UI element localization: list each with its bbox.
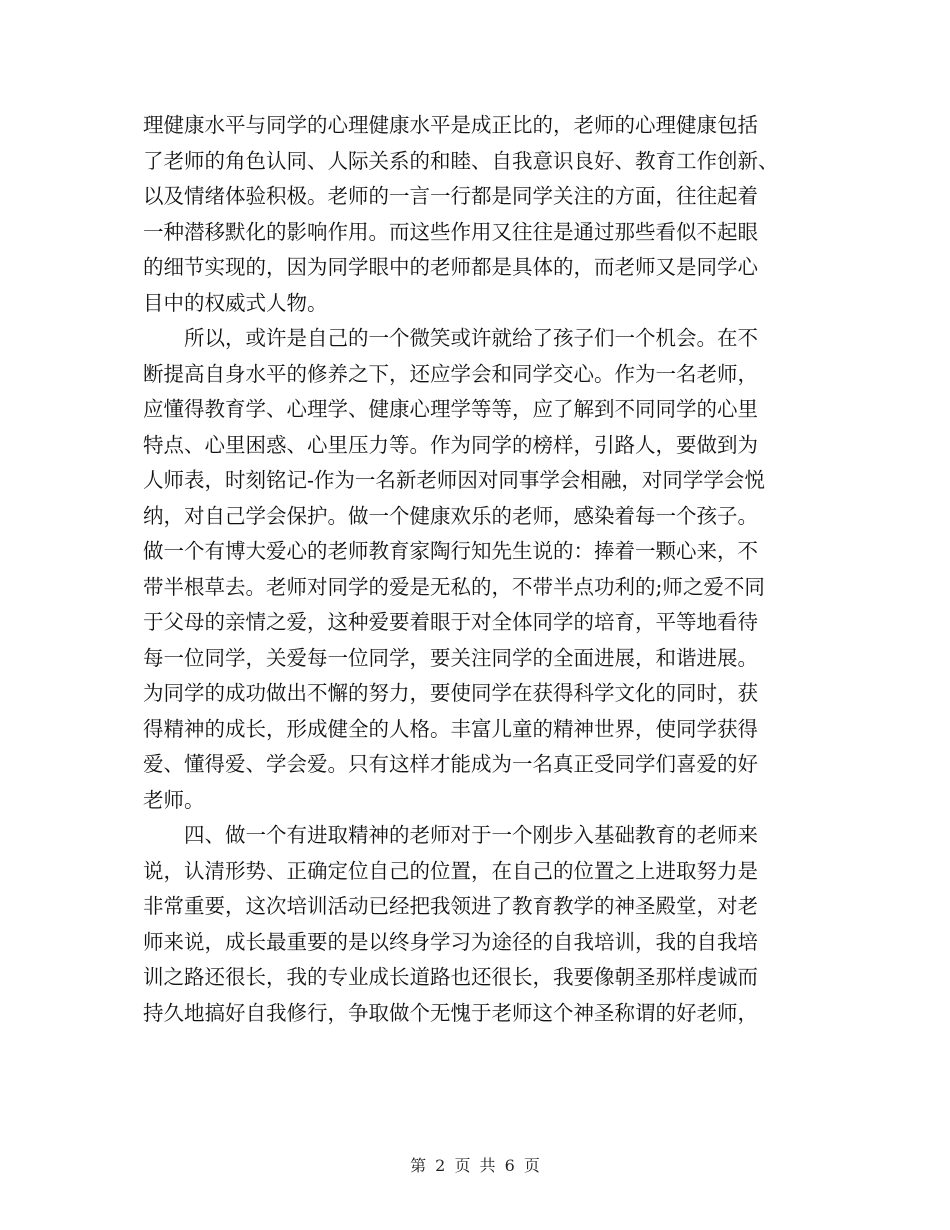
text-line: 断提高自身水平的修养之下，还应学会和同学交心。作为一名老师， (143, 361, 758, 386)
text-line: 带半根草去。老师对同学的爱是无私的，不带半点功利的;师之爱不同 (143, 574, 765, 599)
text-line: 了老师的角色认同、人际关系的和睦、自我意识良好、教育工作创新、 (143, 148, 779, 173)
text-line: 人师表，时刻铭记-作为一名新老师因对同事学会相融，对同学学会悦 (143, 468, 765, 492)
text-line: 的细节实现的，因为同学眼中的老师都是具体的，而老师又是同学心 (143, 255, 758, 279)
body-text (143, 108, 823, 1031)
text-line: 说，认清形势、正确定位自己的位置，在自己的位置之上进取努力是 (143, 858, 758, 883)
text-line: 师来说，成长最重要的是以终身学习为途径的自我培训，我的自我培 (143, 929, 758, 954)
text-line: 爱、懂得爱、学会爱。只有这样才能成为一名真正受同学们喜爱的好 (143, 752, 758, 776)
text-line: 每一位同学，关爱每一位同学，要关注同学的全面进展，和谐进展。 (143, 645, 758, 670)
text-line: 做一个有博大爱心的老师教育家陶行知先生说的：捧着一颗心来，不 (143, 539, 758, 563)
text-line: 目中的权威式人物。 (143, 290, 328, 315)
text-line: 老师。 (143, 787, 205, 812)
text-line: 理健康水平与同学的心理健康水平是成正比的，老师的心理健康包括 (143, 113, 758, 137)
text-line: 得精神的成长，形成健全的人格。丰富儿童的精神世界，使同学获得 (143, 716, 758, 741)
text-line: 应懂得教育学、心理学、健康心理学等等，应了解到不同同学的心里 (143, 397, 758, 421)
text-line: 特点、心里困惑、心里压力等。作为同学的榜样，引路人，要做到为 (143, 432, 758, 457)
text-line: 以及情绪体验积极。老师的一言一行都是同学关注的方面，往往起着 (143, 184, 758, 208)
text-line: 为同学的成功做出不懈的努力，要使同学在获得科学文化的同时，获 (143, 681, 758, 705)
text-line: 四、做一个有进取精神的老师对于一个刚步入基础教育的老师来 (143, 823, 758, 847)
text-line: 一种潜移默化的影响作用。而这些作用又往往是通过那些看似不起眼 (143, 219, 758, 244)
text-line: 所以，或许是自己的一个微笑或许就给了孩子们一个机会。在不 (143, 326, 758, 350)
text-line: 纳，对自己学会保护。做一个健康欢乐的老师，感染着每一个孩子。 (143, 503, 758, 528)
text-line: 持久地搞好自我修行，争取做个无愧于老师这个神圣称谓的好老师， (143, 1000, 758, 1025)
page-number-footer: 第 2 页 共 6 页 (410, 1156, 540, 1175)
text-line: 非常重要，这次培训活动已经把我领进了教育教学的神圣殿堂，对老 (143, 894, 758, 918)
text-line: 训之路还很长，我的专业成长道路也还很长，我要像朝圣那样虔诚而 (143, 965, 758, 989)
text-line: 于父母的亲情之爱，这种爱要着眼于对全体同学的培育，平等地看待 (143, 610, 758, 634)
